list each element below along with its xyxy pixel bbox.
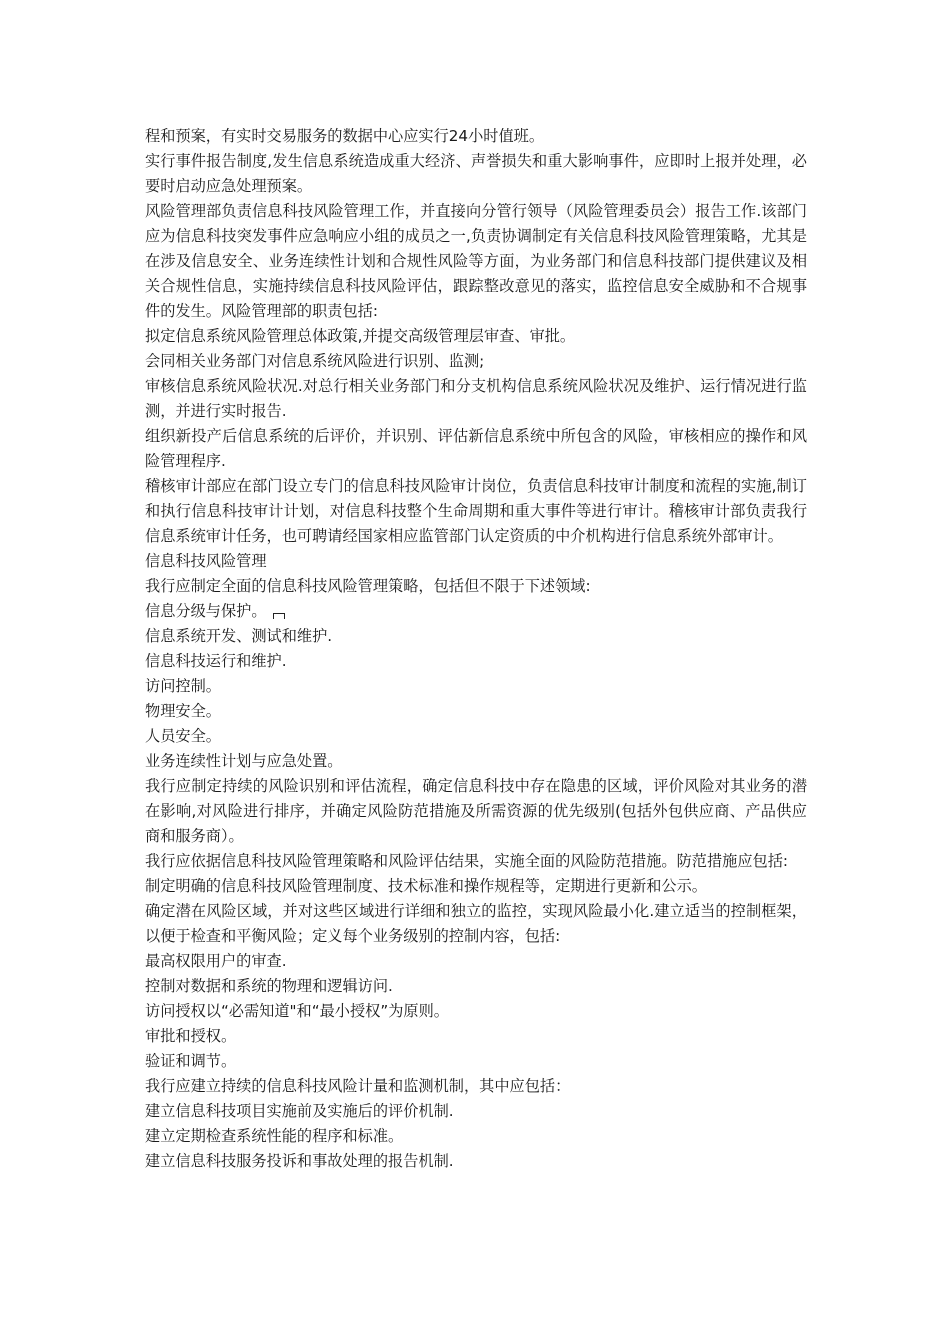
list-item: 访问授权以“必需知道"和“最小授权”为原则。 xyxy=(145,1002,449,1020)
list-item: 审批和授权。 xyxy=(145,1027,237,1045)
paragraph: 会同相关业务部门对信息系统风险进行识别、监测; xyxy=(145,352,485,370)
list-item-text: 信息分级与保护。 xyxy=(145,602,267,620)
paragraph: 我行应依据信息科技风险管理策略和风险评估结果，实施全面的风险防范措施。防范措施应包括: xyxy=(145,852,788,870)
section-heading: 信息科技风险管理 xyxy=(145,552,267,570)
paragraph: 程和预案，有实时交易服务的数据中心应实行24小时值班。 xyxy=(145,127,545,145)
paragraph: 确定潜在风险区域，并对这些区域进行详细和独立的监控，实现风险最小化.建立适当的控制框架，以便于检查和平衡风险；定义每个业务级别的控制内容，包括: xyxy=(145,902,807,945)
list-item: 人员安全。 xyxy=(145,727,221,745)
paragraph: 组织新投产后信息系统的后评价，并识别、评估新信息系统中所包含的风险，审核相应的操作和风险管理程序. xyxy=(145,427,807,470)
list-item: 信息科技运行和维护. xyxy=(145,652,287,670)
paragraph: 我行应制定全面的信息科技风险管理策略，包括但不限于下述领域: xyxy=(145,577,591,595)
paragraph: 我行应制定持续的风险识别和评估流程，确定信息科技中存在隐患的区域，评价风险对其业务的潜在影响,对风险进行排序，并确定风险防范措施及所需资源的优先级别(包括外包供应商、产品供应商和服务商）。 xyxy=(145,777,807,845)
paragraph: 稽核审计部应在部门设立专门的信息科技风险审计岗位，负责信息科技审计制度和流程的实施,制订和执行信息科技审计计划，对信息科技整个生命周期和重大事件等进行审计。稽核审计部负责我行信息系统审计任务，也可聘请经国家相应监管部门认定资质的中介机构进行信息系统外部审计。 xyxy=(145,477,807,545)
list-item: 业务连续性计划与应急处置。 xyxy=(145,752,343,770)
list-item: 访问控制。 xyxy=(145,677,221,695)
paragraph: 风险管理部负责信息科技风险管理工作，并直接向分管行领导（风险管理委员会）报告工作.该部门应为信息科技突发事件应急响应小组的成员之一,负责协调制定有关信息科技风险管理策略，尤其是在涉及信息安全、业务连续性计划和合规性风险等方面，为业务部门和信息科技部门提供建议及相关合规性信息，实施持续信息科技风险评估，跟踪整改意见的落实，监控信息安全威胁和不合规事件的发生。风险管理部的职责包括: xyxy=(145,202,807,320)
paragraph: 我行应建立持续的信息科技风险计量和监测机制，其中应包括： xyxy=(145,1077,571,1095)
list-item: 建立信息科技项目实施前及实施后的评价机制. xyxy=(145,1102,454,1120)
list-item: 控制对数据和系统的物理和逻辑访问. xyxy=(145,977,393,995)
document-page xyxy=(145,124,807,1174)
list-item: 验证和调节。 xyxy=(145,1052,237,1070)
paragraph: 实行事件报告制度,发生信息系统造成重大经济、声誉损失和重大影响事件，应即时上报并处理，必要时启动应急处理预案。 xyxy=(145,152,807,195)
list-item: 信息系统开发、测试和维护. xyxy=(145,627,333,645)
list-item: 最高权限用户的审查. xyxy=(145,952,287,970)
bracket-mark-icon xyxy=(273,613,285,619)
list-item xyxy=(145,599,807,624)
list-item: 物理安全。 xyxy=(145,702,221,720)
list-item: 建立信息科技服务投诉和事故处理的报告机制. xyxy=(145,1152,454,1170)
paragraph: 拟定信息系统风险管理总体政策,并提交高级管理层审查、审批。 xyxy=(145,327,576,345)
list-item: 建立定期检查系统性能的程序和标准。 xyxy=(145,1127,404,1145)
list-item: 制定明确的信息科技风险管理制度、技术标准和操作规程等，定期进行更新和公示。 xyxy=(145,877,707,895)
paragraph: 审核信息系统风险状况.对总行相关业务部门和分支机构信息系统风险状况及维护、运行情况进行监测，并进行实时报告. xyxy=(145,377,807,420)
